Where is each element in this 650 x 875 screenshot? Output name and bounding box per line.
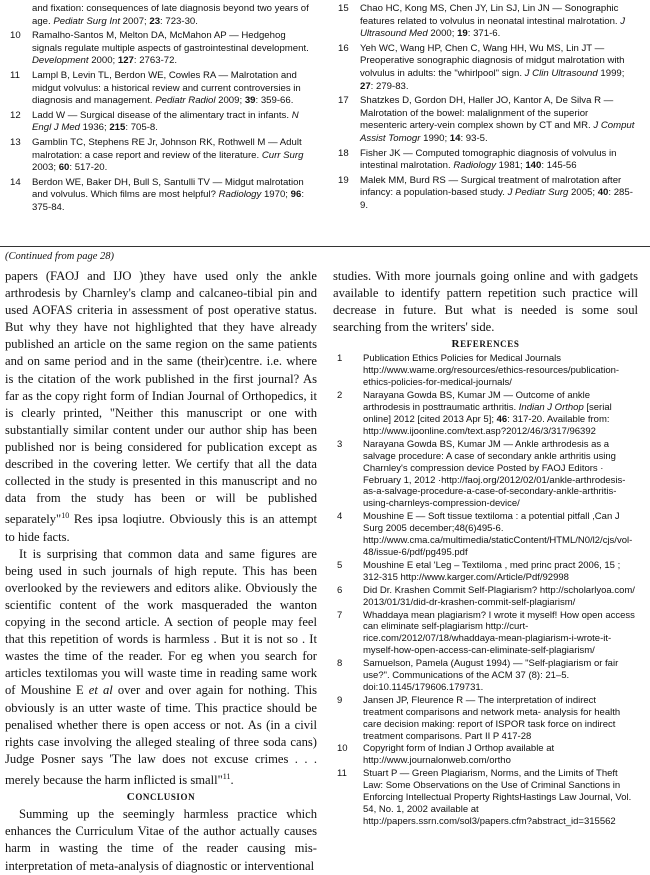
reference-item: 10 Ramalho-Santos M, Melton DA, McMahon AP — Hedgehog signals regulate multiple aspects of gastrointestinal development. Development 2000; 127: 2763-72. bbox=[10, 30, 309, 67]
top-reference-list-right bbox=[336, 3, 636, 215]
body-paragraph: It is surprising that common data and same figures are being used in such journals of high repute. This has been overlooked by the reviewers and editors alike. Obviously the scientific content of the work masqueraded the wanton copying in the second article. A section of people may feel that this repetition of words is harmless . But it is not so . It wastes the time of the reader. For eg when you search for articles textilomas you will waste time in reading same work of Moushine E et al over and over again for nothing. This obviously is an utter waste of time. This practice should be penalised whether there is open access or not. As (in a civil rights case involving the alleged stealing of three soda cans) Judge Posner says 'The law does not excuse crimes . . . merely because the harm inflicted is small"$^{11}$. bbox=[5, 546, 317, 788]
article-body-right bbox=[333, 268, 638, 829]
body-paragraph: Summing up the seemingly harmless practice which enhances the Curriculum Vitae of the author actually causes harm in wasting the time of the reader causing mis-interpretation of meta-analysis of diagnostic or interventional bbox=[5, 807, 317, 873]
reference-item: 16 Yeh WC, Wang HP, Chen C, Wang HH, Wu MS, Lin JT — Preoperative sonographic diagnosis of midgut malrotation with volvulus in adults: the "whirlpool" sign. J Clin Ultrasound 1999; 27: 279-83. bbox=[338, 42, 625, 92]
reference-item: 19 Malek MM, Burd RS — Surgical treatment of malrotation after infancy: a population-based study. J Pediatr Surg 2005; 40: 285-9. bbox=[338, 174, 633, 211]
reference-item: 11 Stuart P — Green Plagiarism, Norms, and the Limits of Theft Law: Some Observations on the Use of Criminal Sanctions in Enforcing Intellectual Property RightsHastings Law Journal, Vol. 54, No. 1, 2002 available at http://papers.ssrn.com/sol3/papers.cfm?abstract_id=315562 bbox=[337, 768, 632, 827]
reference-number: 15 bbox=[338, 3, 349, 14]
reference-number: 16 bbox=[338, 42, 349, 54]
reference-item: 7 Whaddaya mean plagiarism? I wrote it myself! How open access can eliminate self-plagiarism http://curt-rice.com/2012/07/18/whaddaya-mean-plagiarism-i-wrote-it-myself-how-open-access-can-eliminate-self-plagiarism/ bbox=[337, 609, 635, 657]
reference-item: 1 Publication Ethics Policies for Medical Journals http://www.wame.org/resources/ethics-resources/publication-ethics-policies-for-medical-journals/ bbox=[337, 353, 620, 389]
reference-item: 4 Moushine E — Soft tissue textiloma : a potential pitfall ,Can J Surg 2005 december;48(6)495-6. http://www.cma.ca/multimedia/staticContent/HTML/N0/l2/cjs/vol-48/issue-6/pdf/pg495.pdf bbox=[337, 511, 633, 558]
reference-number: 12 bbox=[10, 109, 21, 121]
body-paragraph: papers (FAOJ and IJO )they have used only the ankle arthrodesis by Charnley's clamp and calcaneo-tibial pin and used AOFAS criteria in assessment of post operative status. But why they have not highlighted that they have already published an article on the same region on the same patients and on same period and in the same (their)centre. i.e. where is the citation of the work published in the first journal? As far as the copy right form of Indian Journal of Orthopedics, it is clearly printed, "Neither this manuscript or one with substantially similar content under our author ship has been published nor is being considered for publication except as described in the covering letter. We certify that all the data collected in the study is presented in this manuscript and no data from the study has been or will be published separately"$^{10}$ Res ipsa loqiutre. Obviously this is an attempt to hide facts. bbox=[5, 269, 317, 544]
references-heading: REFERENCES bbox=[451, 338, 520, 351]
reference-item: 2 Narayana Gowda BS, Kumar JM — Outcome of ankle arthrodesis in posttraumatic arthritis. Indian J Orthop [serial online] 2012 [cited 2013 Apr 5]; 46: 317-20. Available from: http://www.ijoonline.com/text.asp?2012/46/3/317/96392 bbox=[337, 390, 612, 437]
reference-list bbox=[333, 353, 638, 827]
reference-number: 14 bbox=[10, 176, 21, 188]
reference-item: 13 Gamblin TC, Stephens RE Jr, Johnson RK, Rothwell M — Adult malrotation: a case report and review of the literature. Curr Surg 2003; 60: 517-20. bbox=[10, 136, 304, 174]
top-reference-list-left bbox=[8, 3, 313, 217]
reference-number: 18 bbox=[338, 147, 349, 159]
reference-item: 3 Narayana Gowda BS, Kumar JM — Ankle arthrodesis as a salvage procedure: A case of secondary ankle arthritis using Charnley's compression device Posted by FAOJ Editors · February 1, 2012 ·http://faoj.org/2012/02/01/ankle-arthrodesis-as-a-salvage-procedure-a-case-of-secondary-ankle-arthritis-using-charnleys-compression-device/ bbox=[337, 438, 626, 510]
conclusion-heading: CONCLUSION bbox=[126, 791, 196, 804]
reference-number: 13 bbox=[10, 136, 21, 148]
body-paragraph: studies. With more journals going online and with gadgets available to identify pattern repetition such practice will decrease in future. But what is needed is some soul searching from the writers' side. bbox=[333, 269, 638, 335]
reference-number: 17 bbox=[338, 95, 349, 107]
reference-item: 8 Samuelson, Pamela (August 1994) — "Self-plagiarism or fair use?". Communications of the ACM 37 (8): 21–5. doi:10.1145/179606.179731. bbox=[337, 658, 619, 693]
article-body-left bbox=[5, 268, 317, 875]
reference-item: 10 Copyright form of Indian J Orthop available at http://www.journalonweb.com/ortho bbox=[337, 743, 555, 767]
reference-item: 15 Chao HC, Kong MS, Chen JY, Lin SJ, Lin JN — Sonographic features related to volvulus in neonatal intestinal malrotation. J Ultrasound Med 2000; 19: 371-6. bbox=[338, 3, 626, 40]
reference-item: 14 Berdon WE, Baker DH, Bull S, Santulli TV — Midgut malrotation and volvulus. Which films are most helpful? Radiology 1970; 96: 375-84. bbox=[10, 176, 304, 213]
reference-number: 19 bbox=[338, 174, 349, 186]
reference-item: and fixation: consequences of late diagnosis beyond two years of age. Pediatr Surg Int 2007; 23: 723-30. bbox=[32, 3, 309, 27]
section-divider bbox=[0, 246, 650, 247]
reference-item: 18 Fisher JK — Computed tomographic diagnosis of volvulus in intestinal malrotation. Radiology 1981; 140: 145-56 bbox=[338, 147, 617, 172]
reference-item: 12 Ladd W — Surgical disease of the alimentary tract in infants. N Engl J Med 1936; 215: 705-8. bbox=[10, 109, 299, 134]
continued-label: (Continued from page 28) bbox=[5, 251, 114, 262]
reference-item: 9 Jansen JP, Fleurence R — The interpretation of indirect treatment comparisons and network meta- analysis for health care decision making: report of ISPOR task force on indirect treatment comparisons. Part II P 417-28 bbox=[337, 694, 621, 742]
reference-number: 10 bbox=[10, 30, 21, 42]
reference-item: 17 Shatzkes D, Gordon DH, Haller JO, Kantor A, De Silva R — Malrotation of the bowel: malalignment of the superior mesenteric artery-vein complex shown by CT and MR. J Comput Assist Tomogr 1990; 14: 93-5. bbox=[338, 95, 635, 144]
reference-item: 11 Lampl B, Levin TL, Berdon WE, Cowles RA — Malrotation and midgut volvulus: a historical review and current controversies in diagnosis and management. Pediatr Radiol 2009; 39: 359-66. bbox=[10, 69, 301, 107]
reference-item: 5 Moushine E etal 'Leg – Textiloma , med princ pract 2006, 15 ; 312-315 http://www.karger.com/Article/Pdf/92998 bbox=[337, 559, 621, 583]
reference-number: 11 bbox=[10, 69, 20, 81]
reference-item: 6 Did Dr. Krashen Commit Self-Plagiarism? http://scholarlyoa.com/ 2013/01/31/did-dr-krashen-commit-self-plagiarism/ bbox=[337, 584, 635, 608]
